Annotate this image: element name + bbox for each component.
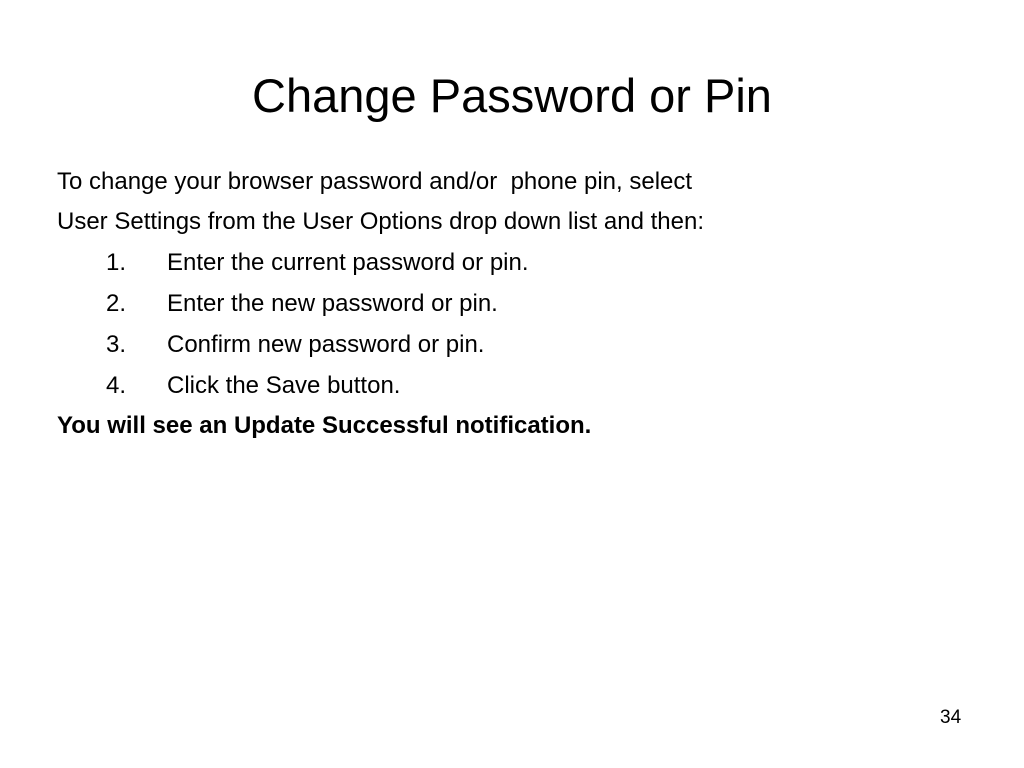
page-number: 34 [940,707,962,728]
list-item [106,248,529,289]
step-number: 2. [106,290,127,317]
step-number: 1. [106,249,127,276]
step-number: 4. [106,372,127,399]
slide-title: Change Password or Pin [252,69,772,122]
intro-text-line-1: To change your browser password and/or phone pin, select [57,168,693,195]
success-note: You will see an Update Successful notification. [57,412,592,439]
step-text: Confirm new password or pin. [167,331,485,358]
step-text: Enter the new password or pin. [167,290,498,317]
intro-text-line-2: User Settings from the User Options drop down list and then: [57,208,704,235]
step-text: Enter the current password or pin. [167,249,529,276]
step-text: Click the Save button. [167,372,401,399]
list-item [106,289,529,330]
step-number: 3. [106,331,127,358]
steps-list [106,248,529,412]
list-item [106,371,529,412]
list-item [106,330,529,371]
